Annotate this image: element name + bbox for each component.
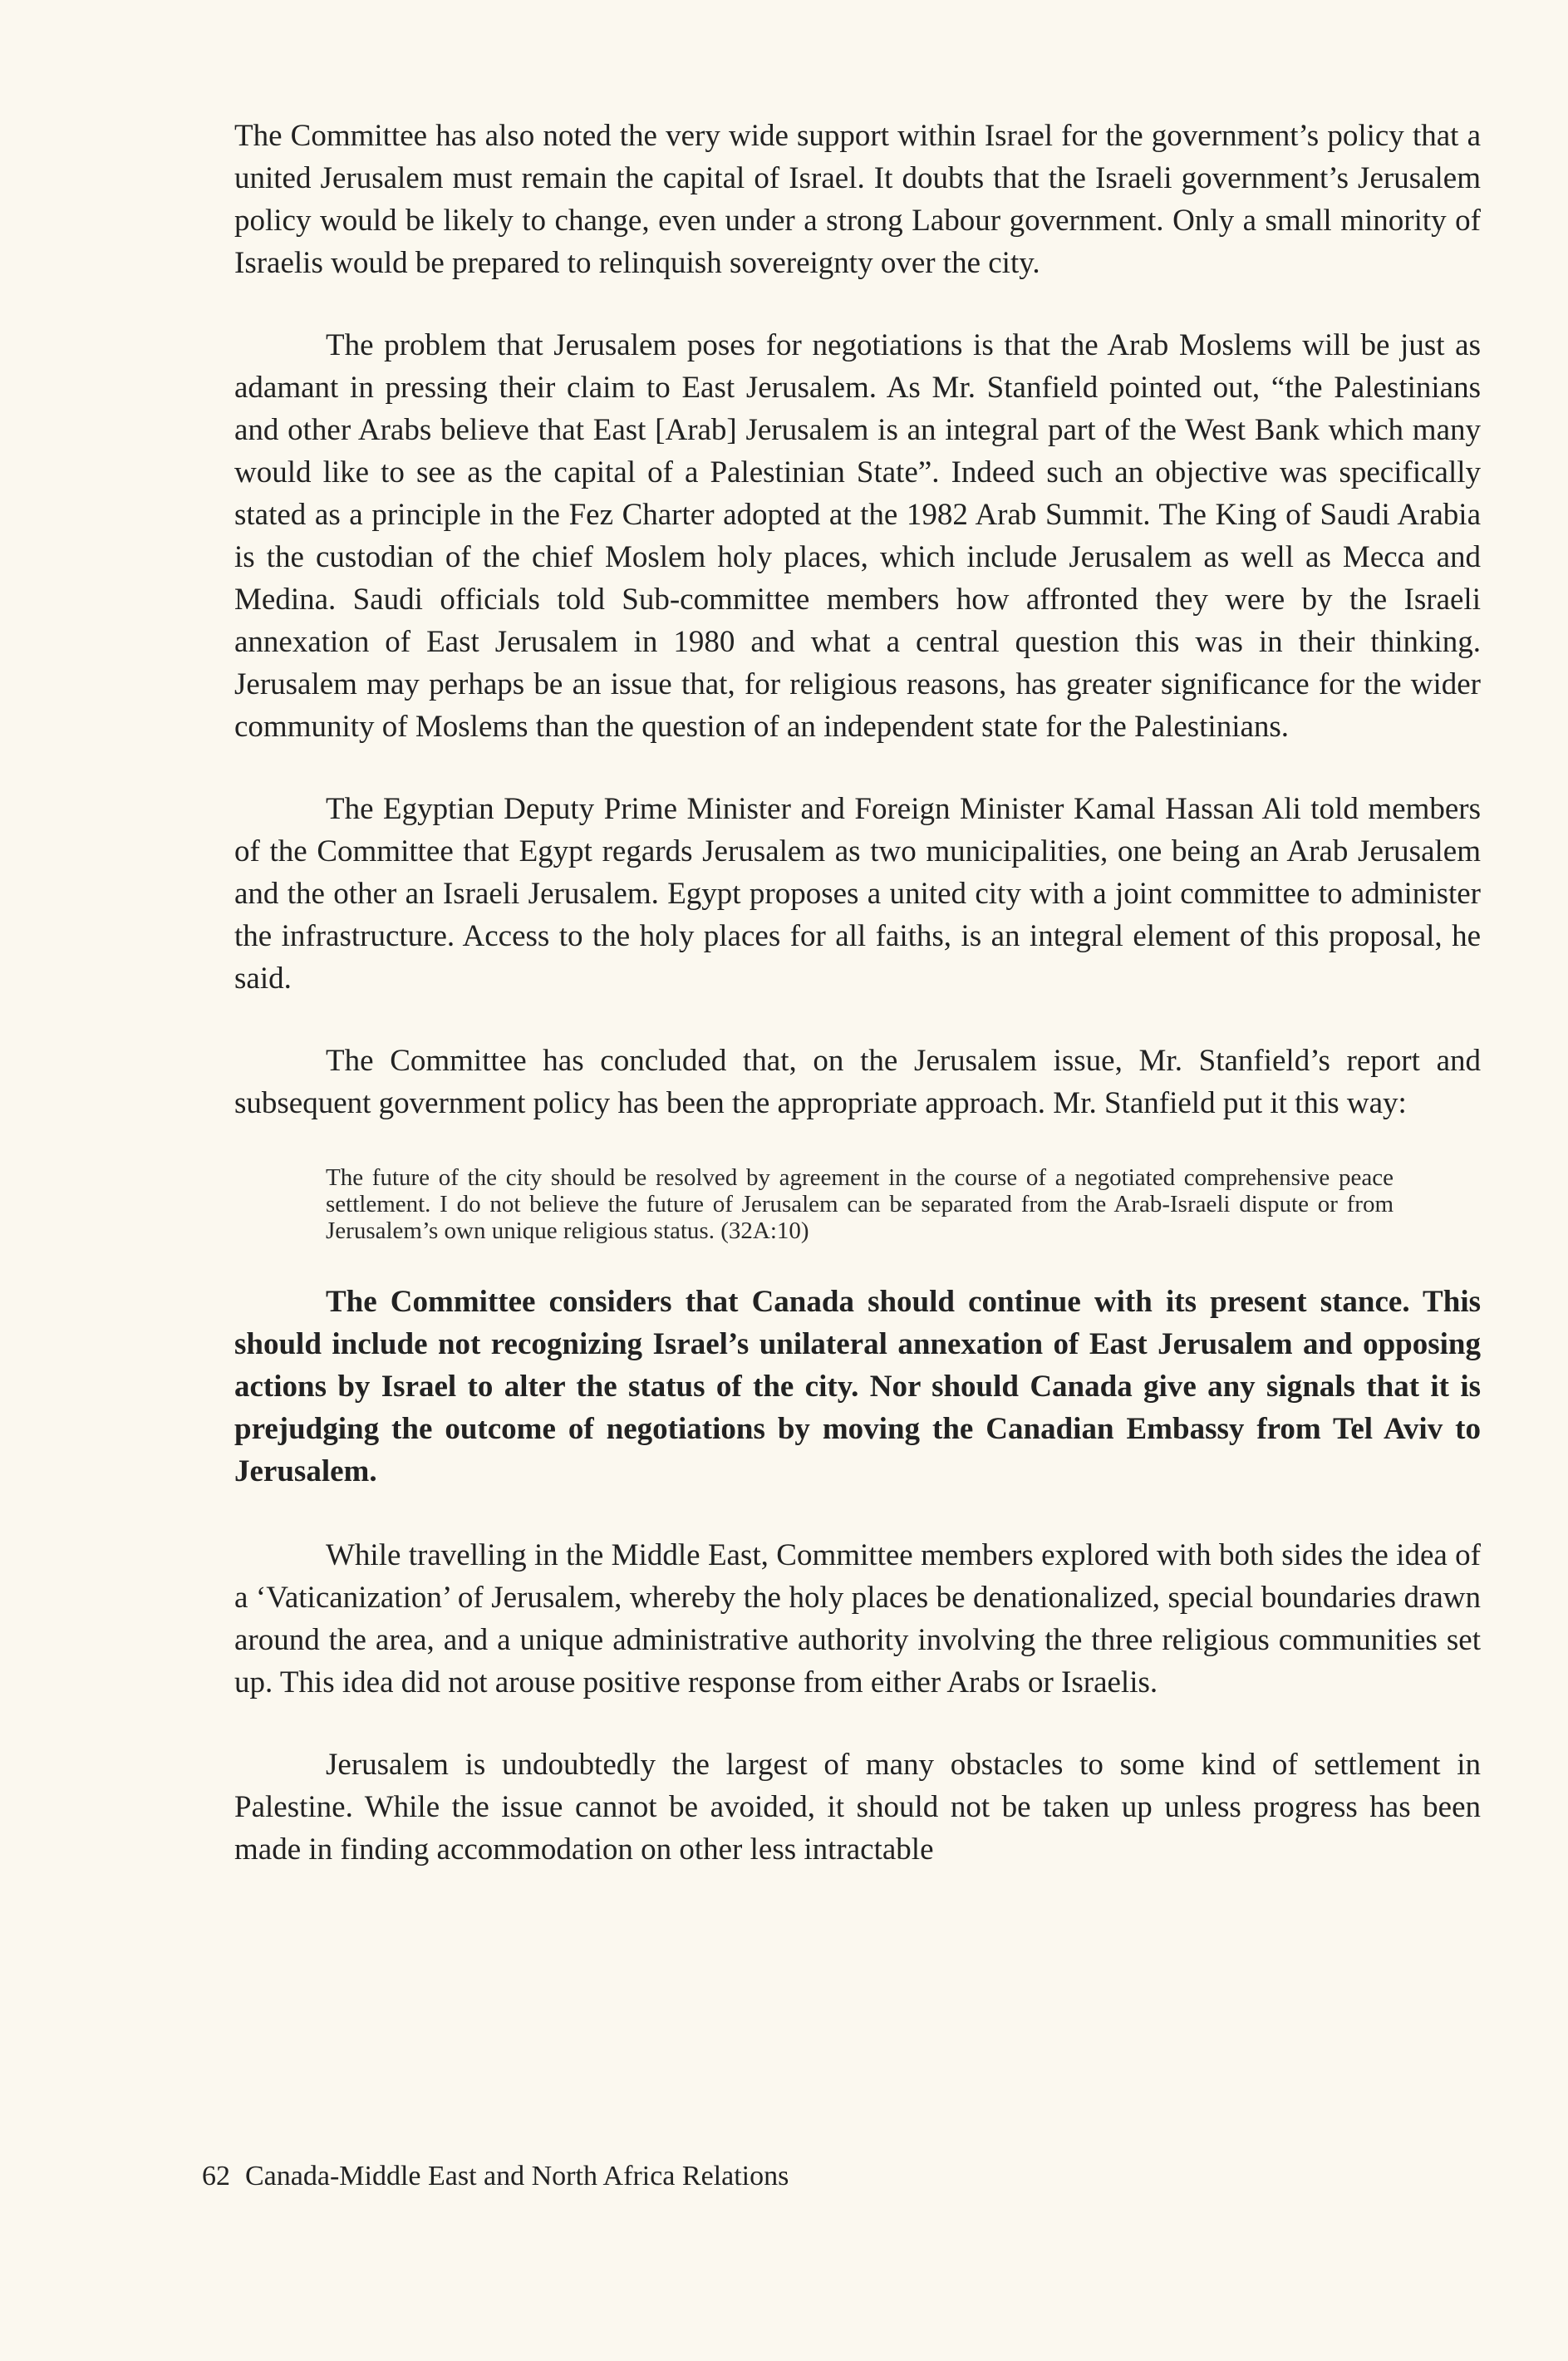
page-number: 62 bbox=[202, 2161, 230, 2191]
footer-title: Canada-Middle East and North Africa Relations bbox=[245, 2161, 789, 2191]
paragraph-4: The Committee has concluded that, on the Jerusalem issue, Mr. Stanfield’s report and subsequent government policy has been the appropriate approach. Mr. Stanfield put it this way: bbox=[234, 1044, 1481, 1120]
recommendation-paragraph: The Committee considers that Canada should continue with its present stance. This should include not recognizing Israel’s unilateral annexation of East Jerusalem and opposing actions by Israel to alter the status of the city. Nor should Canada give any signals that it is prejudging the outcome of negotiations by moving the Canadian Embassy from Tel Aviv to Jerusalem. bbox=[234, 1285, 1481, 1488]
paragraph-6: Jerusalem is undoubtedly the largest of many obstacles to some kind of settlement in Palestine. While the issue cannot be avoided, it should not be taken up unless progress has been made in finding accommodation on other less intractable bbox=[234, 1748, 1481, 1867]
block-quote: The future of the city should be resolved by agreement in the course of a negotiated comprehensive peace settlement. I do not believe the future of Jerusalem can be separated from the Arab-Israeli dispute or from Jerusalem’s own unique religious status. (32A:10) bbox=[326, 1164, 1394, 1244]
paragraph-3: The Egyptian Deputy Prime Minister and Foreign Minister Kamal Hassan Ali told members of the Committee that Egypt regards Jerusalem as two municipalities, one being an Arab Jerusalem and the other an Israeli Jerusalem. Egypt proposes a united city with a joint committee to administer the infrastructure. Access to the holy places for all faiths, is an integral element of this proposal, he said. bbox=[234, 792, 1481, 996]
paragraph-1: The Committee has also noted the very wide support within Israel for the government’s policy that a united Jerusalem must remain the capital of Israel. It doubts that the Israeli government’s Jerusalem policy would be likely to change, even under a strong Labour government. Only a small minority of Israelis would be prepared to relinquish sovereignty over the city. bbox=[234, 119, 1481, 280]
paragraph-5: While travelling in the Middle East, Committee members explored with both sides the idea of a ‘Vaticanization’ of Jerusalem, whereby the holy places be denationalized, special boundaries drawn around the area, and a unique administrative authority involving the three religious communities set up. This idea did not arouse positive response from either Arabs or Israelis. bbox=[234, 1538, 1481, 1699]
page-footer bbox=[202, 2161, 789, 2192]
body-text bbox=[234, 115, 1481, 1911]
paragraph-2: The problem that Jerusalem poses for negotiations is that the Arab Moslems will be just as adamant in pressing their claim to East Jerusalem. As Mr. Stanfield pointed out, “the Palestinians and other Arabs believe that East [Arab] Jerusalem is an integral part of the West Bank which many would like to see as the capital of a Palestinian State”. Indeed such an objective was specifically stated as a principle in the Fez Charter adopted at the 1982 Arab Summit. The King of Saudi Arabia is the custodian of the chief Moslem holy places, which include Jerusalem as well as Mecca and Medina. Saudi officials told Sub-committee members how affronted they were by the Israeli annexation of East Jerusalem in 1980 and what a central question this was in their thinking. Jerusalem may perhaps be an issue that, for religious reasons, has greater significance for the wider community of Moslems than the question of an independent state for the Palestinians. bbox=[234, 328, 1481, 744]
